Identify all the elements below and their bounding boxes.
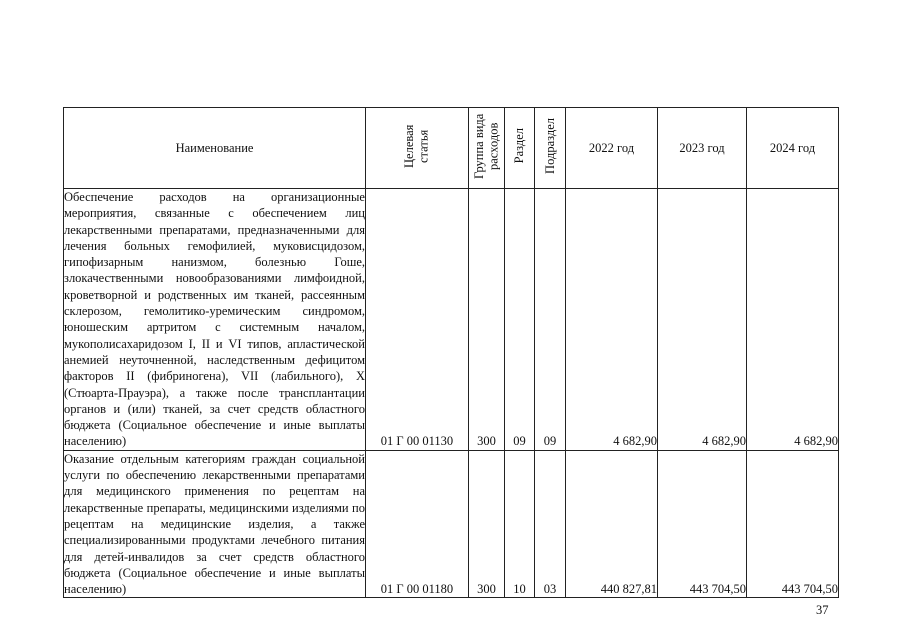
header-subsection — [535, 108, 566, 189]
row-subsection: 09 — [535, 189, 566, 451]
row-section: 10 — [505, 450, 535, 598]
header-expense-group — [469, 108, 505, 189]
row-expense-group: 300 — [469, 450, 505, 598]
header-section — [505, 108, 535, 189]
row-amount-2022: 4 682,90 — [566, 189, 658, 451]
header-group-label: Группа вида расходов — [471, 113, 500, 179]
header-2024: 2024 год — [747, 108, 839, 189]
row-section: 09 — [505, 189, 535, 451]
row-amount-2022: 440 827,81 — [566, 450, 658, 598]
row-amount-2024: 4 682,90 — [747, 189, 839, 451]
table-row — [64, 450, 839, 598]
budget-table — [63, 107, 839, 598]
row-amount-2023: 443 704,50 — [658, 450, 747, 598]
header-subsection-label: Подраздел — [542, 118, 557, 174]
header-target-label: Целевая статья — [402, 124, 431, 168]
row-name: Оказание отдельным категориям граждан социальной услуги по обеспечению лекарственными препаратами для медицинского применения по рецептам на лекарственные препараты, медицинскими изделиями по рецептам на медицинские изделия, а также специализированными продуктами лечебного питания для детей-инвалидов за счет средств областного бюджета (Социальное обеспечение и иные выплаты населению) — [64, 451, 365, 597]
header-section-label: Раздел — [512, 128, 527, 164]
row-amount-2023: 4 682,90 — [658, 189, 747, 451]
header-2023: 2023 год — [658, 108, 747, 189]
header-2022: 2022 год — [566, 108, 658, 189]
row-expense-group: 300 — [469, 189, 505, 451]
header-target-article — [366, 108, 469, 189]
header-row — [64, 108, 839, 189]
table-row — [64, 189, 839, 451]
row-target-article: 01 Г 00 01180 — [366, 450, 469, 598]
row-subsection: 03 — [535, 450, 566, 598]
row-target-article: 01 Г 00 01130 — [366, 189, 469, 451]
row-name: Обеспечение расходов на организационные мероприятия, связанные с обеспечением лиц лекарственными препаратами, предназначенными для лечения больных гемофилией, муковисцидозом, гипофизарным нанизмом, болезнью Гоше, злокачественными новообразованиями лимфоидной, кроветворной и родственных им тканей, рассеянным склерозом, гемолитико-уремическим синдромом, юношеским артритом с системным началом, мукополисахаридозом I, II и VI типов, апластической анемией неуточненной, наследственным дефицитом факторов II (фибриногена), VII (лабильного), X (Стюарта-Прауэра), а также после трансплантации органов и (или) тканей, за счет средств областного бюджета (Социальное обеспечение и иные выплаты населению) — [64, 190, 365, 449]
row-amount-2024: 443 704,50 — [747, 450, 839, 598]
page-number: 37 — [816, 603, 829, 617]
header-name: Наименование — [64, 108, 366, 189]
